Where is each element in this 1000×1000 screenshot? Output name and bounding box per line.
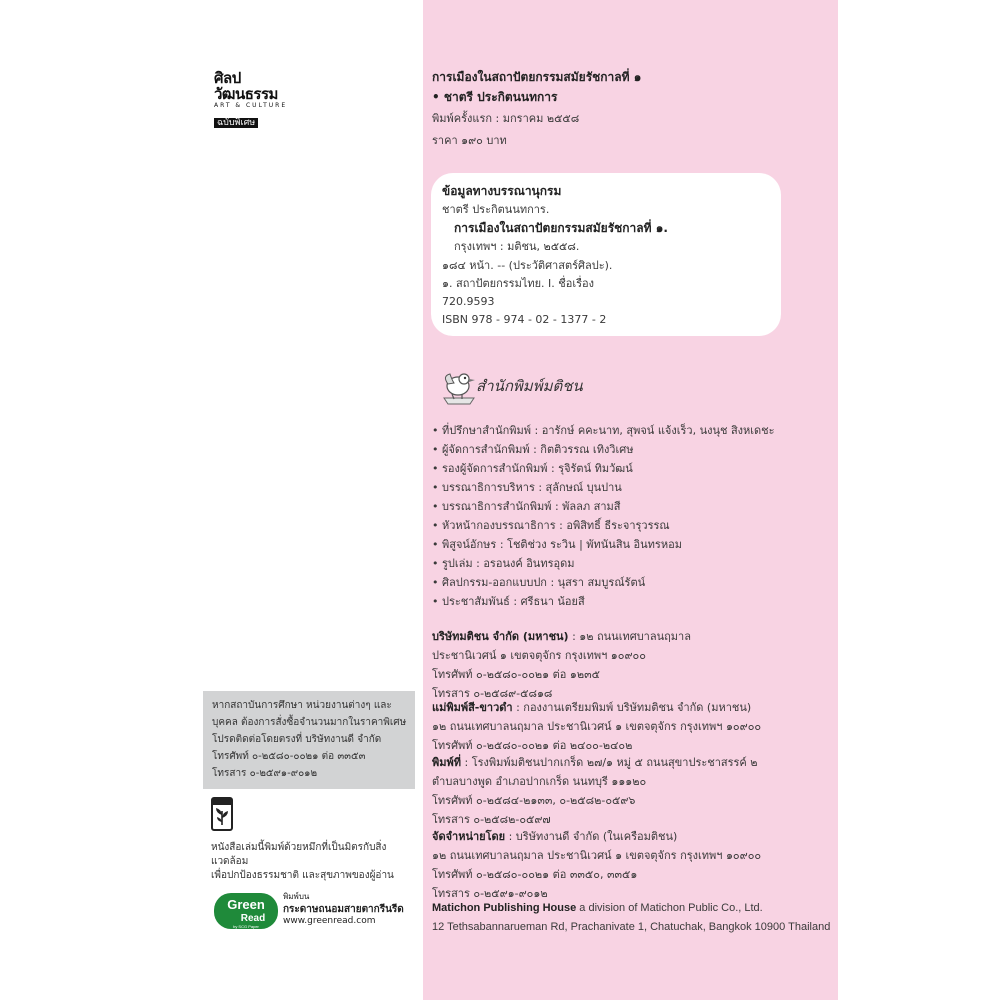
english-publisher-line <box>432 901 763 915</box>
dist-desc: : บริษัทงานดี จำกัด (ในเครือมติชน) <box>505 830 678 843</box>
eco-line: แวดล้อม <box>211 856 249 867</box>
staff-item: • บรรณาธิการสำนักพิมพ์ : พัลลภ สามสี <box>432 500 621 513</box>
company-line <box>432 630 691 644</box>
publisher-bird-icon <box>440 364 480 408</box>
eco-line: เพื่อปกป้องธรรมชาติ และสุขภาพของผู้อ่าน <box>211 870 394 881</box>
badge-by-text: by SCG Paper <box>233 924 259 929</box>
english-publisher-desc: a division of Matichon Public Co., Ltd. <box>576 902 763 914</box>
art-culture-logo <box>214 69 302 128</box>
greenread-logo <box>213 892 413 932</box>
printer-fax: โทรสาร ๐-๒๕๘๒-๐๕๙๗ <box>432 813 551 826</box>
printer-desc: : โรงพิมพ์มติชนปากเกร็ด ๒๗/๑ หมู่ ๕ ถนนสุขาประชาสรรค์ ๒ <box>461 756 758 769</box>
dist-fax: โทรสาร ๐-๒๕๙๑-๙๐๑๒ <box>432 887 548 900</box>
cip-line: การเมืองในสถาปัตยกรรมสมัยรัชกาลที่ ๑. <box>454 221 668 235</box>
plate-tel: โทรศัพท์ ๐-๒๕๘๐-๐๐๒๑ ต่อ ๒๔๐๐-๒๔๐๒ <box>432 739 633 752</box>
english-publisher-name: Matichon Publishing House <box>432 902 577 914</box>
company-line2: ประชานิเวศน์ ๑ เขตจตุจักร กรุงเทพฯ ๑๐๙๐๐ <box>432 649 646 662</box>
bulk-order-line: หากสถาบันการศึกษา หน่วยงานต่างๆ และ <box>212 700 392 711</box>
print-edition: พิมพ์ครั้งแรก : มกราคม ๒๕๕๘ <box>432 112 580 125</box>
bulk-order-line: โปรดติดต่อโดยตรงที่ บริษัทงานดี จำกัด <box>212 734 382 745</box>
greenread-label: พิมพ์บน <box>283 892 310 901</box>
bulk-order-box <box>203 691 415 789</box>
staff-item: • รูปเล่ม : อรอนงค์ อินทรอุดม <box>432 557 575 570</box>
book-author: • ชาตรี ประกิตนนทการ <box>432 90 558 104</box>
company-name: บริษัทมติชน จำกัด (มหาชน) <box>432 630 569 643</box>
eco-ink-icon <box>211 797 233 831</box>
bulk-order-line: บุคคล ต้องการสั่งซื้อจำนวนมากในราคาพิเศษ <box>212 717 407 728</box>
bulk-order-line: โทรศัพท์ ๐-๒๕๘๐-๐๐๒๑ ต่อ ๓๓๕๓ <box>212 751 366 762</box>
book-price: ราคา ๑๙๐ บาท <box>432 134 507 147</box>
greenread-badge-icon <box>213 892 279 930</box>
cip-box <box>431 173 781 336</box>
staff-item: • ที่ปรึกษาสำนักพิมพ์ : อารักษ์ คคะนาท, สุพจน์ แจ้งเร็ว, นงนุช สิงหเดชะ <box>432 424 775 437</box>
plate-desc: : กองงานเตรียมพิมพ์ บริษัทมติชน จำกัด (มหาชน) <box>512 701 752 714</box>
greenread-url: www.greenread.com <box>283 916 376 926</box>
dist-line2: ๑๒ ถนนเทศบาลนฤมาล ประชานิเวศน์ ๑ เขตจตุจักร กรุงเทพฯ ๑๐๙๐๐ <box>432 849 762 862</box>
dist-line <box>432 830 677 844</box>
logo-sub-text: ART & CULTURE <box>214 102 288 109</box>
plate-line2: ๑๒ ถนนเทศบาลนฤมาล ประชานิเวศน์ ๑ เขตจตุจักร กรุงเทพฯ ๑๐๙๐๐ <box>432 720 762 733</box>
cip-line: ๑. สถาปัตยกรรมไทย. I. ชื่อเรื่อง <box>442 277 595 290</box>
cip-line: ชาตรี ประกิตนนทการ. <box>442 203 550 216</box>
printer-line2: ตำบลบางพูด อำเภอปากเกร็ด นนทบุรี ๑๑๑๒๐ <box>432 775 647 788</box>
leaf-icon <box>213 799 231 829</box>
plate-line <box>432 701 751 715</box>
cip-line: 720.9593 <box>442 295 495 308</box>
staff-item: • บรรณาธิการบริหาร : สุลักษณ์ บุนปาน <box>432 481 622 494</box>
staff-item: • ศิลปกรรม-ออกแบบปก : นุสรา สมบูรณ์รัตน์ <box>432 576 646 589</box>
company-addr: : ๑๒ ถนนเทศบาลนฤมาล <box>568 630 691 643</box>
printer-name: พิมพ์ที่ <box>432 756 462 769</box>
english-address: 12 Tethsabannarueman Rd, Prachanivate 1, Chatuchak, Bangkok 10900 Thailand <box>432 921 831 933</box>
dist-tel: โทรศัพท์ ๐-๒๕๘๐-๐๐๒๑ ต่อ ๓๓๕๐, ๓๓๕๑ <box>432 868 638 881</box>
cip-line: ๑๘๔ หน้า. -- (ประวัติศาสตร์ศิลปะ). <box>442 259 613 272</box>
company-tel: โทรศัพท์ ๐-๒๕๘๐-๐๐๒๑ ต่อ ๑๒๓๕ <box>432 668 600 681</box>
greenread-brand: กระดาษถนอมสายตากรีนรีด <box>283 904 404 915</box>
bulk-order-line: โทรสาร ๐-๒๕๙๑-๙๐๑๒ <box>212 768 318 779</box>
book-title: การเมืองในสถาปัตยกรรมสมัยรัชกาลที่ ๑ <box>432 70 642 84</box>
staff-item: • ประชาสัมพันธ์ : ศรีธนา น้อยสี <box>432 595 585 608</box>
logo-main-text: ศิลปวัฒนธรรม <box>214 69 278 103</box>
badge-top-text: Green <box>227 897 265 912</box>
dist-name: จัดจำหน่ายโดย <box>432 830 506 843</box>
cip-heading: ข้อมูลทางบรรณานุกรม <box>442 184 562 198</box>
eco-line: หนังสือเล่มนี้พิมพ์ด้วยหมึกที่เป็นมิตรกับสิ่ง <box>211 842 387 853</box>
publisher-brand: สำนักพิมพ์มติชน <box>476 377 583 395</box>
staff-item: • รองผู้จัดการสำนักพิมพ์ : รุจิรัตน์ ทิมวัฒน์ <box>432 462 633 475</box>
logo-edition-text: ฉบับพิเศษ <box>214 118 258 128</box>
staff-item: • หัวหน้ากองบรรณาธิการ : อพิสิทธิ์ ธีระจารุวรรณ <box>432 519 670 532</box>
company-fax: โทรสาร ๐-๒๕๘๙-๕๘๑๘ <box>432 687 553 700</box>
cip-line: กรุงเทพฯ : มติชน, ๒๕๕๘. <box>454 240 580 253</box>
plate-name: แม่พิมพ์สี-ขาวดำ <box>432 701 513 714</box>
badge-bottom-text: Read <box>240 913 266 924</box>
publisher-mark <box>440 364 640 408</box>
staff-item: • ผู้จัดการสำนักพิมพ์ : กิตติวรรณ เทิงวิเศษ <box>432 443 634 456</box>
printer-tel: โทรศัพท์ ๐-๒๕๘๔-๒๑๓๓, ๐-๒๕๘๒-๐๕๙๖ <box>432 794 636 807</box>
printer-line <box>432 756 758 770</box>
cip-line: ISBN 978 - 974 - 02 - 1377 - 2 <box>442 313 607 326</box>
staff-item: • พิสูจน์อักษร : โชติช่วง ระวิน | พัทนันสิน อินทรหอม <box>432 538 682 551</box>
